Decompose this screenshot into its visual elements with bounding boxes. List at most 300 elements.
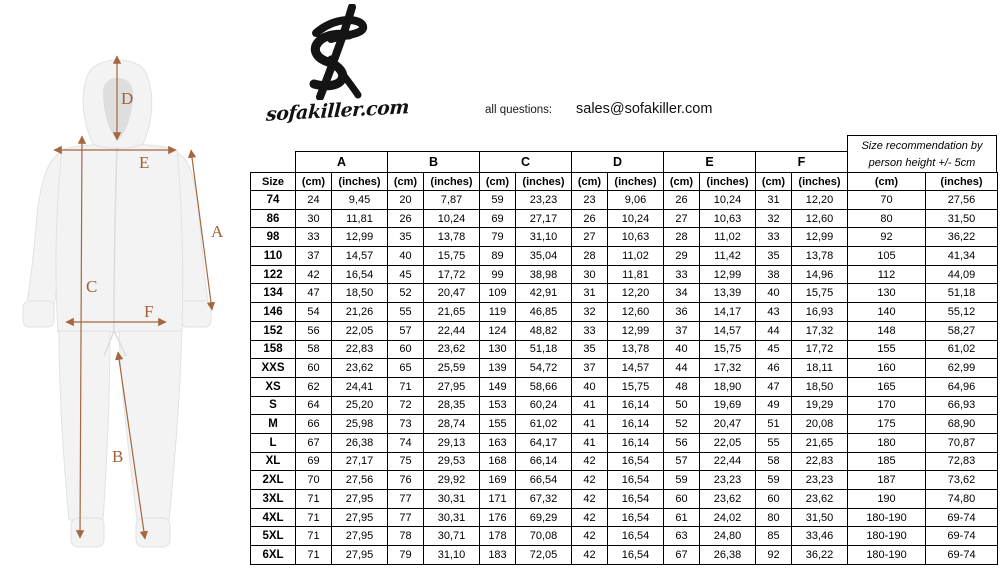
measurement-cell: 20,47 [423,283,479,302]
measurement-cell: 27,17 [515,209,571,228]
measurement-cell: 36 [663,302,699,321]
unit-header-cm: (cm) [295,172,331,190]
measurement-cell: 180 [847,433,925,452]
unit-header-inches: (inches) [607,172,663,190]
measurement-cell: 17,72 [423,265,479,284]
measurement-cell: 70 [295,470,331,489]
measurement-cell: 70 [847,190,925,209]
measurement-cell: 190 [847,489,925,508]
measure-label-E: E [139,153,150,172]
measurement-cell: 69,29 [515,508,571,527]
measurement-cell: 119 [479,302,515,321]
size-label: 3XL [250,489,295,508]
measurement-cell: 28,74 [423,414,479,433]
unit-header-cm: (cm) [847,172,925,190]
measurement-cell: 42,91 [515,283,571,302]
measurement-cell: 60,24 [515,396,571,415]
table-row [250,340,997,359]
measurement-cell: 17,32 [791,321,847,340]
measurement-cell: 16,54 [607,526,663,545]
measurement-cell: 64,17 [515,433,571,452]
measurement-cell: 25,20 [331,396,387,415]
measurement-cell: 31 [571,283,607,302]
measurement-cell: 23,62 [331,358,387,377]
measurement-cell: 16,54 [607,545,663,564]
measurement-cell: 69 [295,452,331,471]
measurement-cell: 29 [663,246,699,265]
table-row [250,545,997,564]
measurement-cell: 13,78 [791,246,847,265]
measurement-cell: 18,90 [699,377,755,396]
measurement-cell: 41,34 [925,246,997,265]
table-row [250,433,997,452]
measurement-cell: 23 [571,190,607,209]
measurement-cell: 72 [387,396,423,415]
measurement-cell: 56 [663,433,699,452]
measurement-cell: 55,12 [925,302,997,321]
measurement-cell: 60 [295,358,331,377]
measurement-cell: 27,95 [423,377,479,396]
group-header-A: A [295,151,387,172]
measurement-cell: 72,83 [925,452,997,471]
measurement-cell: 20,08 [791,414,847,433]
measurement-cell: 27 [571,227,607,246]
measurement-cell: 89 [479,246,515,265]
measurement-cell: 14,57 [699,321,755,340]
measurement-cell: 40 [663,340,699,359]
measurement-cell: 67 [663,545,699,564]
measurement-cell: 33 [571,321,607,340]
measurement-cell: 66 [295,414,331,433]
group-header-C: C [479,151,571,172]
measurement-cell: 67,32 [515,489,571,508]
measurement-cell: 42 [571,508,607,527]
measurement-cell: 31 [755,190,791,209]
measurement-cell: 57 [663,452,699,471]
measurement-cell: 14,57 [607,358,663,377]
measurement-cell: 29,13 [423,433,479,452]
measurement-cell: 10,63 [607,227,663,246]
measurement-cell: 49 [755,396,791,415]
measurement-cell: 51 [755,414,791,433]
measurement-cell: 41 [571,414,607,433]
size-table-body [250,172,997,564]
measurement-cell: 9,06 [607,190,663,209]
measurement-cell: 19,29 [791,396,847,415]
measurement-cell: 170 [847,396,925,415]
measurement-cell: 71 [295,545,331,564]
measurement-cell: 74,80 [925,489,997,508]
measurement-cell: 58 [755,452,791,471]
table-row [250,377,997,396]
measurement-cell: 72,05 [515,545,571,564]
group-header-D: D [571,151,663,172]
measurement-cell: 26 [387,209,423,228]
table-row [250,526,997,545]
measurement-cell: 78 [387,526,423,545]
unit-header-cm: (cm) [755,172,791,190]
measurement-cell: 160 [847,358,925,377]
measurement-cell: 33 [295,227,331,246]
unit-header-inches: (inches) [925,172,997,190]
unit-header-row [250,172,997,190]
measurement-cell: 40 [755,283,791,302]
measurement-cell: 35,04 [515,246,571,265]
size-label: 110 [250,246,295,265]
measurement-cell: 180-190 [847,545,925,564]
measurement-cell: 18,11 [791,358,847,377]
measurement-cell: 58,66 [515,377,571,396]
measurement-cell: 73 [387,414,423,433]
measurement-cell: 32 [571,302,607,321]
table-row [250,508,997,527]
measurement-cell: 71 [295,489,331,508]
size-column-header: Size [250,172,295,190]
measurement-cell: 10,24 [699,190,755,209]
measurement-cell: 176 [479,508,515,527]
measurement-cell: 165 [847,377,925,396]
measurement-cell: 130 [847,283,925,302]
size-measurements-table [250,172,998,565]
measurement-cell: 44 [663,358,699,377]
measurement-cell: 71 [295,526,331,545]
measurement-cell: 51,18 [515,340,571,359]
measurement-cell: 46 [755,358,791,377]
table-row [250,414,997,433]
measurement-cell: 11,02 [699,227,755,246]
measurement-cell: 35 [387,227,423,246]
measurement-cell: 77 [387,508,423,527]
measurement-cell: 155 [479,414,515,433]
measurement-cell: 26,38 [331,433,387,452]
measurement-cell: 21,65 [791,433,847,452]
measurement-cell: 29,53 [423,452,479,471]
measurement-cell: 55 [755,433,791,452]
measurement-cell: 43 [755,302,791,321]
measurement-cell: 7,87 [423,190,479,209]
size-label: XS [250,377,295,396]
table-row [250,190,997,209]
measurement-cell: 155 [847,340,925,359]
measurement-cell: 11,81 [607,265,663,284]
measurement-cell: 75 [387,452,423,471]
measurement-cell: 22,05 [331,321,387,340]
measurement-cell: 105 [847,246,925,265]
measurement-cell: 41 [571,396,607,415]
measurement-cell: 16,54 [331,265,387,284]
measurement-cell: 183 [479,545,515,564]
measurement-cell: 148 [847,321,925,340]
measurement-cell: 37 [295,246,331,265]
measurement-cell: 16,54 [607,508,663,527]
table-row [250,396,997,415]
size-label: 86 [250,209,295,228]
measurement-cell: 80 [755,508,791,527]
table-row [250,452,997,471]
unit-header-inches: (inches) [699,172,755,190]
measurement-cell: 61,02 [515,414,571,433]
measurement-cell: 28 [571,246,607,265]
table-row [250,489,997,508]
measurement-cell: 23,62 [791,489,847,508]
measurement-cell: 58,27 [925,321,997,340]
measurement-cell: 149 [479,377,515,396]
measurement-cell: 22,83 [331,340,387,359]
measurement-cell: 33 [663,265,699,284]
group-header-B: B [387,151,479,172]
measurement-cell: 24,02 [699,508,755,527]
measurement-cell: 22,44 [699,452,755,471]
measurement-cell: 24,80 [699,526,755,545]
measurement-cell: 44 [755,321,791,340]
measurement-cell: 66,54 [515,470,571,489]
measurement-cell: 30 [571,265,607,284]
measurement-cell: 51,18 [925,283,997,302]
size-label: S [250,396,295,415]
measurement-cell: 61,02 [925,340,997,359]
measurement-cell: 77 [387,489,423,508]
measurement-cell: 12,99 [699,265,755,284]
measurement-cell: 175 [847,414,925,433]
measurement-cell: 42 [295,265,331,284]
measurement-cell: 56 [295,321,331,340]
height-recommendation-header: Size recommendation by person height +/- 5cm [847,135,997,172]
measurement-cell: 52 [663,414,699,433]
measurement-cell: 74 [387,433,423,452]
measurement-cell: 30 [295,209,331,228]
measurement-cell: 163 [479,433,515,452]
measurement-cell: 42 [571,545,607,564]
unit-header-inches: (inches) [515,172,571,190]
size-label: 74 [250,190,295,209]
group-header-E: E [663,151,755,172]
contact-label: all questions: [485,104,553,116]
measurement-cell: 48,82 [515,321,571,340]
measurement-cell: 68,90 [925,414,997,433]
measurement-cell: 38 [755,265,791,284]
measurement-cell: 14,57 [331,246,387,265]
measurement-cell: 60 [663,489,699,508]
measurement-cell: 54 [295,302,331,321]
measurement-cell: 11,02 [607,246,663,265]
unit-header-inches: (inches) [331,172,387,190]
measurement-cell: 130 [479,340,515,359]
measurement-cell: 16,54 [607,489,663,508]
measurement-cell: 30,71 [423,526,479,545]
measurement-cell: 12,99 [331,227,387,246]
measurement-cell: 35 [755,246,791,265]
measurement-cell: 41 [571,433,607,452]
measurement-cell: 16,14 [607,396,663,415]
measurement-cell: 11,42 [699,246,755,265]
measurement-cell: 16,54 [607,470,663,489]
measurement-cell: 21,26 [331,302,387,321]
measurement-cell: 21,65 [423,302,479,321]
measurement-cell: 23,23 [699,470,755,489]
table-row [250,283,997,302]
measurement-cell: 42 [571,470,607,489]
measurement-cell: 31,50 [925,209,997,228]
measurement-cell: 171 [479,489,515,508]
measurement-cell: 180-190 [847,508,925,527]
measurement-cell: 76 [387,470,423,489]
measurement-cell: 73,62 [925,470,997,489]
measurement-cell: 25,98 [331,414,387,433]
measurement-cell: 42 [571,526,607,545]
unit-header-cm: (cm) [571,172,607,190]
size-label: 146 [250,302,295,321]
measurement-cell: 23,62 [699,489,755,508]
measurement-cell: 31,10 [423,545,479,564]
measurement-cell: 12,60 [791,209,847,228]
measurement-cell: 15,75 [607,377,663,396]
size-label: 122 [250,265,295,284]
size-label: 158 [250,340,295,359]
size-label: 4XL [250,508,295,527]
measurement-cell: 64,96 [925,377,997,396]
measurement-cell: 27,17 [331,452,387,471]
measurement-cell: 27,95 [331,545,387,564]
measurement-cell: 18,50 [791,377,847,396]
table-row [250,358,997,377]
measurement-cell: 57 [387,321,423,340]
measurement-cell: 20,47 [699,414,755,433]
measurement-cell: 12,20 [791,190,847,209]
measurement-cell: 92 [755,545,791,564]
measurement-cell: 69-74 [925,545,997,564]
measure-label-F: F [144,302,154,321]
measurement-cell: 24 [295,190,331,209]
measurement-cell: 10,24 [607,209,663,228]
measurement-cell: 59 [663,470,699,489]
measurement-cell: 47 [295,283,331,302]
measurement-cell: 60 [755,489,791,508]
measurement-cell: 185 [847,452,925,471]
measurement-cell: 79 [479,227,515,246]
measurement-cell: 27,56 [331,470,387,489]
measurement-cell: 26 [571,209,607,228]
measurement-cell: 31,10 [515,227,571,246]
measurement-cell: 47 [755,377,791,396]
measurement-cell: 13,39 [699,283,755,302]
measurement-cell: 14,17 [699,302,755,321]
measurement-cell: 22,83 [791,452,847,471]
measurement-cell: 71 [295,508,331,527]
measurement-cell: 32 [755,209,791,228]
measurement-cell: 58 [295,340,331,359]
measurement-cell: 70,08 [515,526,571,545]
measurement-cell: 85 [755,526,791,545]
measurement-cell: 30,31 [423,489,479,508]
size-label: 6XL [250,545,295,564]
measurement-cell: 45 [387,265,423,284]
measurement-cell: 20 [387,190,423,209]
size-label: M [250,414,295,433]
measurement-cell: 153 [479,396,515,415]
measurement-cell: 12,99 [607,321,663,340]
measurement-cell: 36,22 [791,545,847,564]
measurement-cell: 27 [663,209,699,228]
measurement-cell: 40 [571,377,607,396]
measurement-cell: 169 [479,470,515,489]
logo-site-text: sofakiller.com [265,96,410,126]
measurement-cell: 124 [479,321,515,340]
measurement-cell: 70,87 [925,433,997,452]
measurement-cell: 79 [387,545,423,564]
measurement-cell: 69-74 [925,508,997,527]
unit-header-cm: (cm) [479,172,515,190]
unit-header-cm: (cm) [663,172,699,190]
size-label: 134 [250,283,295,302]
measurement-cell: 187 [847,470,925,489]
measurement-cell: 80 [847,209,925,228]
measurement-cell: 71 [387,377,423,396]
measurement-cell: 112 [847,265,925,284]
measurement-cell: 66,14 [515,452,571,471]
measurement-cell: 36,22 [925,227,997,246]
table-row [250,302,997,321]
size-label: L [250,433,295,452]
measurement-cell: 48 [663,377,699,396]
measurement-cell: 15,75 [699,340,755,359]
measurement-cell: 16,54 [607,452,663,471]
measure-label-D: D [121,89,134,108]
measurement-cell: 27,95 [331,489,387,508]
size-label: XXS [250,358,295,377]
measurement-cell: 50 [663,396,699,415]
measure-label-C: C [86,277,98,296]
measurement-cell: 27,56 [925,190,997,209]
unit-header-inches: (inches) [423,172,479,190]
measure-group-header-row [295,151,847,172]
measurement-cell: 25,59 [423,358,479,377]
measurement-cell: 11,81 [331,209,387,228]
measurement-cell: 12,60 [607,302,663,321]
measurement-cell: 45 [755,340,791,359]
measurement-cell: 15,75 [423,246,479,265]
measurement-cell: 30,31 [423,508,479,527]
contact-email: sales@sofakiller.com [576,101,713,117]
measurement-cell: 99 [479,265,515,284]
size-label: 5XL [250,526,295,545]
measurement-cell: 23,23 [515,190,571,209]
measurement-cell: 27,95 [331,526,387,545]
unit-header-inches: (inches) [791,172,847,190]
size-label: 98 [250,227,295,246]
measurement-cell: 66,93 [925,396,997,415]
measurement-cell: 65 [387,358,423,377]
measurement-cell: 42 [571,452,607,471]
measurement-cell: 26 [663,190,699,209]
size-label: XL [250,452,295,471]
measurement-cell: 37 [571,358,607,377]
measurement-cell: 17,32 [699,358,755,377]
unit-header-cm: (cm) [387,172,423,190]
sk-monogram-icon [286,4,390,100]
measurement-cell: 28,35 [423,396,479,415]
measurement-cell: 69-74 [925,526,997,545]
measurement-cell: 24,41 [331,377,387,396]
measurement-cell: 35 [571,340,607,359]
measurement-cell: 12,99 [791,227,847,246]
measurement-cell: 26,38 [699,545,755,564]
measurement-cell: 60 [387,340,423,359]
measurement-cell: 10,63 [699,209,755,228]
measurement-cell: 13,78 [607,340,663,359]
measurement-cell: 139 [479,358,515,377]
measurement-cell: 62,99 [925,358,997,377]
measurement-cell: 40 [387,246,423,265]
